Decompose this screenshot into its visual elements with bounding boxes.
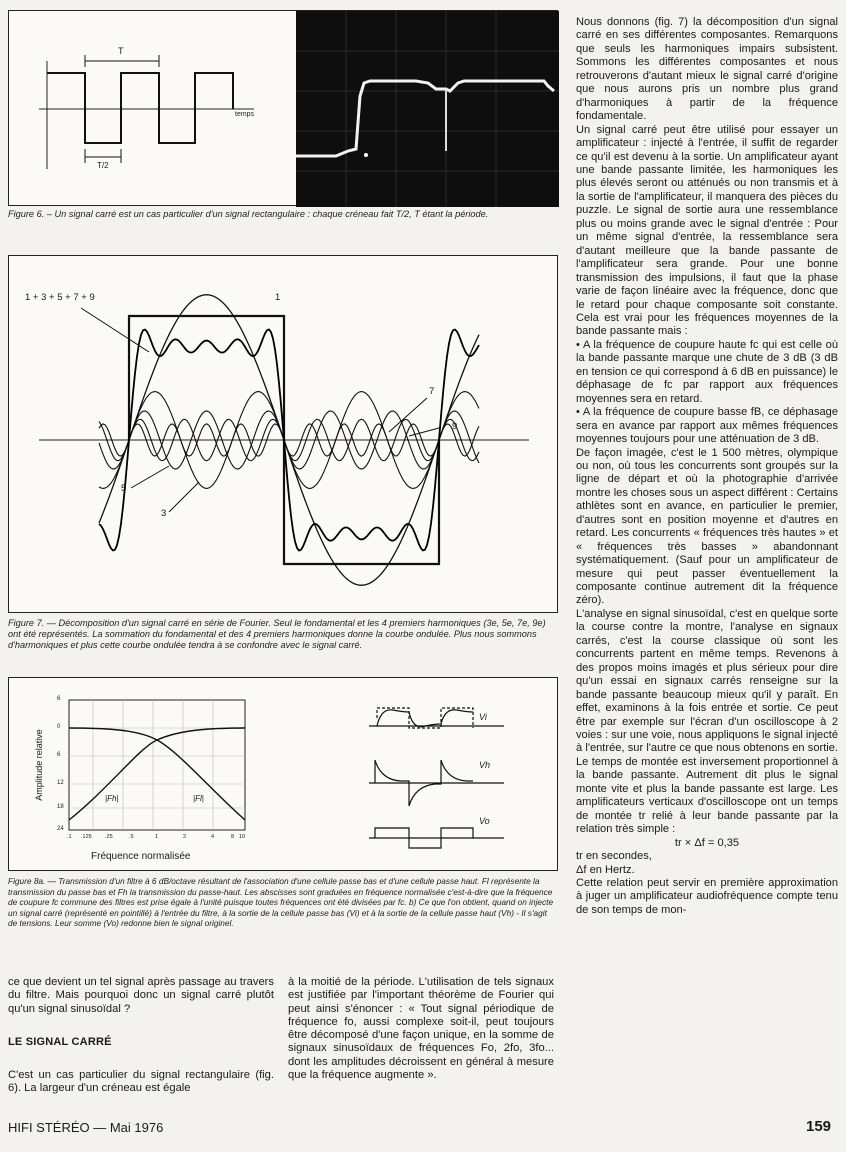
fig6-period-label: T xyxy=(118,46,124,56)
fig8a-x-tick-labels xyxy=(67,834,249,844)
fig8a-xtick: 1 xyxy=(155,834,159,840)
fig8a-ytick: 6 xyxy=(57,696,61,702)
formula-definition-df: Δf en Hertz. xyxy=(576,863,635,876)
footer-page-number: 159 xyxy=(806,1118,832,1135)
fig8a-xtick: .1 xyxy=(67,834,72,840)
fig7-harmonic-5-label: 5 xyxy=(121,483,127,494)
right-paragraph-3: De façon imagée, c'est le 1 500 mètres, olympique ou non, où tous les concurrents sont groupés sur la ligne de départ et où la photographie d'arrivée montre les choses sous un aspect différent : Certains athlètes sont en avance, en particulier le premier, d'autres sont en position moyenne et d'autres en retard. Les concurrents « fréquences très hautes » et « fréquences très basses » abandonnant systématiquement. (Sauf pour un amplificateur de mesure qui peut passer éventuellement la composante continue autrement dit la fréquence zéro). xyxy=(576,446,838,607)
bullet-low-cutoff: • A la fréquence de coupure basse fB, ce déphasage sera en avance par rapport aux mêmes fréquences moyennes toujours pour une atténuation de 3 dB. xyxy=(576,406,838,446)
right-paragraph-4: L'analyse en signal sinusoïdal, c'est en quelque sorte la course contre la montre, l'analyse en signaux carrés, c'est la course classique où sont les concurrents partent en même temps. Revenons à des propos moins imagés et plus sérieux pour dire qu'un essai en signaux carrés renseigne sur la bande passante beaucoup mieux qu'il y paraît. En effet, examinons à la fois entrée et sortie. Ce peut être par exemple sur l'écran d'un oscilloscope à 2 voies : sur une voie, nous appliquons le signal injecté à l'entrée, sur l'autre ce que nous obtenons en sortie. Le temps de montée est inversement proportionnel à la bande passante. Autrement dit plus le signal monte vite et plus la bande passante est large. Les amplificateurs verticaux d'oscilloscope ont un temps de montée tr relié à leur bande passante par la relation très simple : xyxy=(576,607,838,836)
right-paragraph-5: Cette relation peut servir en première approximation à juger un amplificateur audiofréquence compte tenu de son temps de mon- xyxy=(576,877,838,916)
fig8a-vi-label: Vi xyxy=(479,712,487,722)
fig6-square-wave-diagram xyxy=(9,11,289,207)
right-paragraph-1: Nous donnons (fig. 7) la décomposition d'un signal carré en ses différentes composantes. Remarquons que seuls les harmoniques impairs subsistent. Sommons les différentes composantes et nous retrouverons d'autant mieux le signal carré d'origine que nous aurons pris un nombre plus grand d'harmoniques à partir de la fréquence fondamentale. xyxy=(576,16,838,123)
fig8a-ytick: 0 xyxy=(57,724,61,730)
mid-text-column xyxy=(288,976,554,1082)
fig7-harmonic-9-label: 9 xyxy=(452,421,458,432)
fig8a-y-tick-labels xyxy=(57,696,67,836)
fig8a-frame xyxy=(8,677,558,871)
fig8a-xtick: 2 xyxy=(183,834,187,840)
fig8a-caption: Figure 8a. — Transmission d'un filtre à 6 dB/octave résultant de l'association d'une cellule passe bas et d'une cellule passe haut. Fl représente la transmission du passe bas et Fh la transmission du passe-haut. Les abscisses sont graduées en fréquence normalisée c'est-à-dire que la fréquence de coupure fc commune des filtres est prise égale à l'unité puisque toutes fréquences ont été divisées par fc. b) Ce que l'on obtient, quand on injecte un signal carré (représenté en pointillé) à l'entrée du filtre, à la sortie de la cellule passe bas (Vi) et à la sortie de la cellule passe haut (Vh) - Il s'agit de tensions. Leur somme (Vo) redonne bien le signal originel. xyxy=(8,876,554,928)
fig8a-xtick: .5 xyxy=(129,834,134,840)
fig8a-vh-label: Vh xyxy=(479,760,491,770)
left-paragraph-1: ce que devient un tel signal après passage au travers du filtre. Mais pourquoi donc un signal carré plutôt qu'un signal sinusoïdal ? xyxy=(8,976,274,1015)
formula-definition-tr: tr en secondes, xyxy=(576,850,652,863)
fig6-half-period-label: T/2 xyxy=(97,161,109,170)
fig6-caption: Figure 6. – Un signal carré est un cas particulier d'un signal rectangulaire : chaque créneau fait T/2, T étant la période. xyxy=(8,209,489,219)
fig8a-xtick: .125 xyxy=(81,834,92,840)
section-heading: LE SIGNAL CARRÉ xyxy=(8,1035,112,1048)
fig8a-ytick: 6 xyxy=(57,752,61,758)
fig8a-x-axis-label: Fréquence normalisée xyxy=(91,851,191,862)
fig7-caption: Figure 7. — Décomposition d'un signal carré en série de Fourier. Seul le fondamental et les 4 premiers harmoniques (3e, 5e, 7e, 9e) ont été représentés. La sommation du fondamental et des 4 premiers harmoniques donne la courbe ondulée. Plus nous sommons d'harmoniques et plus cette courbe ondulée tendra à se confondre avec le signal carré. xyxy=(8,618,546,651)
fig8a-xtick: 8 xyxy=(231,834,235,840)
fig8a-ytick: 12 xyxy=(57,780,64,786)
fig6-time-axis-label: temps xyxy=(235,111,255,118)
fig6-oscilloscope-photo xyxy=(296,11,559,207)
fig8a-ytick: 24 xyxy=(57,826,64,832)
fig8a-fh-curve-label: |Fh| xyxy=(105,794,119,803)
fig8a-y-axis-label: Amplitude relative xyxy=(34,729,44,801)
fig8a-xtick: 4 xyxy=(211,834,215,840)
rise-time-formula: tr × Δf = 0,35 xyxy=(674,836,740,849)
right-paragraph-2: Un signal carré peut être utilisé pour essayer un amplificateur : injecté à l'entrée, il suffit de regarder ce qu'il est devenu à la sortie. Un amplificateur ayant une bande passante limitée, les harmoniques les plus élevés seront ou atténués ou non transmis et à la sortie de l'amplificateur, il manquera des pièces du puzzle. Le signal de sortie aura une ressemblance plus ou moins grande avec le signal d'entrée : Pour un même signal d'entrée, la ressemblance sera d'autant meilleure que la bande passante de l'amplificateur sera grande. Pour une bonne transmission des impulsions, il faut que la phase varie de façon linéaire avec la fréquence, donc que le retard pour chaque composante soit constante. Cela est vrai pour les fréquences moyennes de la bande passante mais : xyxy=(576,123,838,338)
fig8a-ytick: 18 xyxy=(57,804,64,810)
bullet-high-cutoff: • A la fréquence de coupure haute fc qui est celle où la bande passante marque une chute de 3 dB (3 dB en tension ce qui correspond à 6 dB en puissance) le déphasage de fc par rapport aux fréquences moyennes sera en retard. xyxy=(576,339,838,406)
fig7-sum-label: 1 + 3 + 5 + 7 + 9 xyxy=(25,292,95,303)
fig8a-vo-label: Vo xyxy=(479,816,490,826)
fig7-frame xyxy=(8,255,558,613)
left-text-column xyxy=(8,976,274,1096)
right-text-column xyxy=(576,16,838,917)
fig8a-xtick: 10 xyxy=(239,834,246,840)
fig7-harmonic-7-label: 7 xyxy=(429,386,435,397)
left-paragraph-2: C'est un cas particulier du signal rectangulaire (fig. 6). La largeur d'un créneau est égale xyxy=(8,1069,274,1095)
footer-magazine-title: HIFI STÉRÉO — Mai 1976 xyxy=(8,1120,164,1135)
fig7-fourier-diagram xyxy=(9,256,557,612)
fig8a-fl-curve-label: |Fl| xyxy=(193,794,204,803)
mid-paragraph-1: à la moitié de la période. L'utilisation de tels signaux est justifiée par l'important théorème de Fourier qui peut ainsi s'énoncer : « Tout signal périodique de fréquence fo, aussi complexe soit-il, peut toujours être décomposé d'une façon unique, en la somme de signaux sinusoïdaux de fréquences Fo, 2fo, 3fo... dont les amplitudes décroissent en général à mesure que la fréquence augmente ». xyxy=(288,976,554,1081)
fig6-frame xyxy=(8,10,558,206)
fig7-harmonic-3-label: 3 xyxy=(161,508,167,519)
fig8a-xtick: .25 xyxy=(105,834,113,840)
fig7-harmonic-1-label: 1 xyxy=(275,292,281,303)
